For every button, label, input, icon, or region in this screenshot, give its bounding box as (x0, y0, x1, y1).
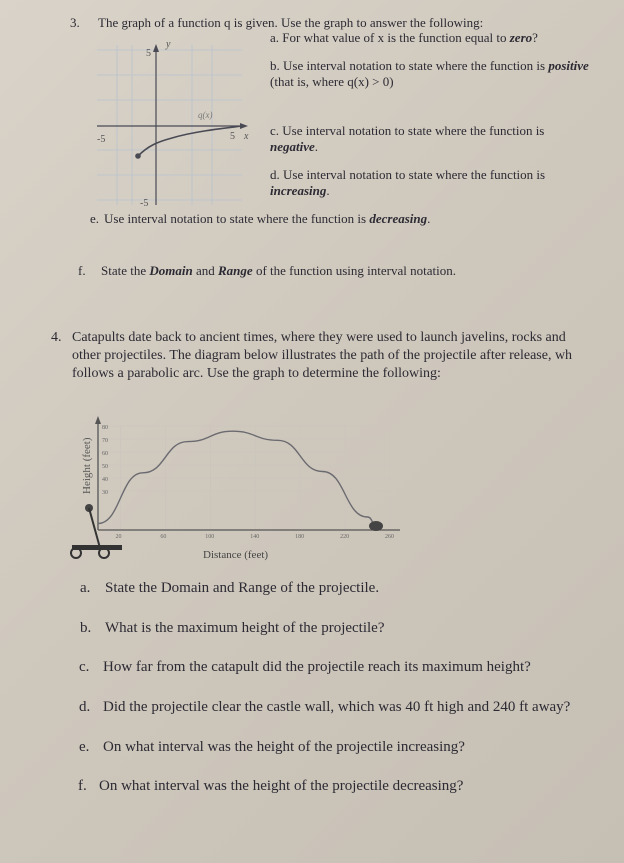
q3-f-label: f. (78, 263, 86, 278)
projectile-arc (98, 431, 379, 530)
x-tick-label: 220 (340, 534, 350, 540)
q4-item-text: On what interval was the height of the projectile decreasing? (99, 778, 464, 794)
y-tick-label: 60 (102, 451, 108, 457)
x-tick-label: 60 (160, 534, 167, 540)
q-x-max-label: 5 (230, 131, 235, 142)
projectile-ylabel: Height (feet) (81, 437, 93, 494)
q-curve-label: q(x) (198, 110, 213, 120)
q-curve-endpoint (135, 153, 141, 159)
q4-item-label: b. (80, 620, 92, 636)
projectile-x-ticks (115, 534, 394, 540)
q4-item-label: e. (79, 739, 90, 755)
y-tick-label: 40 (102, 477, 108, 483)
y-tick-label: 30 (102, 490, 108, 496)
q3-d-em: increasing. (270, 183, 330, 198)
x-tick-label: 20 (115, 534, 122, 540)
q4-item-label: f. (78, 778, 87, 794)
q4-number: 4. (51, 330, 62, 345)
q3-b: b. Use interval notation to state where the function is positive (270, 58, 589, 73)
x-tick-label: 140 (250, 534, 260, 540)
q-y-max-label: 5 (146, 48, 151, 59)
q4-item-text: State the Domain and Range of the projectile. (105, 580, 380, 596)
q-x-axis-label: x (244, 131, 249, 142)
q3-e-label: e. (90, 211, 100, 226)
projectile-y-arrow-icon (95, 416, 101, 424)
q4-line1: Catapults date back to ancient times, where they were used to launch javelins, rocks and (72, 330, 566, 345)
q4-item-text: Did the projectile clear the castle wall, which was 40 ft high and 240 ft away? (103, 699, 571, 715)
projectile-grid (98, 426, 390, 530)
q3-c-em: negative. (270, 139, 319, 154)
q4-item-label: a. (80, 580, 91, 596)
q3-number: 3. (70, 15, 80, 30)
q4-item-text: What is the maximum height of the projectile? (105, 620, 385, 636)
y-arrow-icon (153, 44, 159, 52)
q4-item-label: d. (79, 699, 91, 715)
x-tick-label: 180 (295, 534, 305, 540)
q3-e: Use interval notation to state where the function is decreasing. (104, 211, 431, 226)
q3-d: d. Use interval notation to state where the function is (270, 167, 546, 182)
x-tick-label: 260 (385, 534, 394, 540)
q-y-axis-label: y (166, 39, 171, 50)
projectile-y-ticks (102, 425, 108, 496)
q4-item-text: On what interval was the height of the projectile increasing? (103, 739, 465, 755)
q4-line3: follows a parabolic arc. Use the graph to determine the following: (72, 366, 441, 381)
q3-a: a. For what value of x is the function equal to zero? (270, 30, 538, 45)
projectile-rock-icon (369, 521, 383, 531)
q-curve (138, 126, 242, 156)
q4-line2: other projectiles. The diagram below illustrates the path of the projectile after release, wh (72, 348, 573, 363)
y-tick-label: 80 (102, 425, 108, 431)
q3-b-sub: (that is, where q(x) > 0) (270, 74, 394, 89)
q4-item-text: How far from the catapult did the projectile reach its maximum height? (103, 659, 531, 675)
q3-f: State the Domain and Range of the function using interval notation. (101, 263, 456, 278)
projectile-xlabel: Distance (feet) (203, 549, 269, 561)
q-graph-grid (97, 45, 242, 205)
q4-item-label: c. (79, 659, 90, 675)
q-y-min-label: -5 (140, 198, 149, 209)
q3-c: c. Use interval notation to state where the function is (270, 123, 545, 138)
y-tick-label: 50 (102, 464, 108, 470)
q-graph (92, 30, 272, 215)
x-tick-label: 100 (205, 534, 215, 540)
q3-stem: The graph of a function q is given. Use the graph to answer the following: (98, 15, 484, 30)
projectile-chart (60, 412, 405, 572)
y-tick-label: 70 (102, 438, 108, 444)
q-x-min-label: -5 (97, 134, 106, 145)
